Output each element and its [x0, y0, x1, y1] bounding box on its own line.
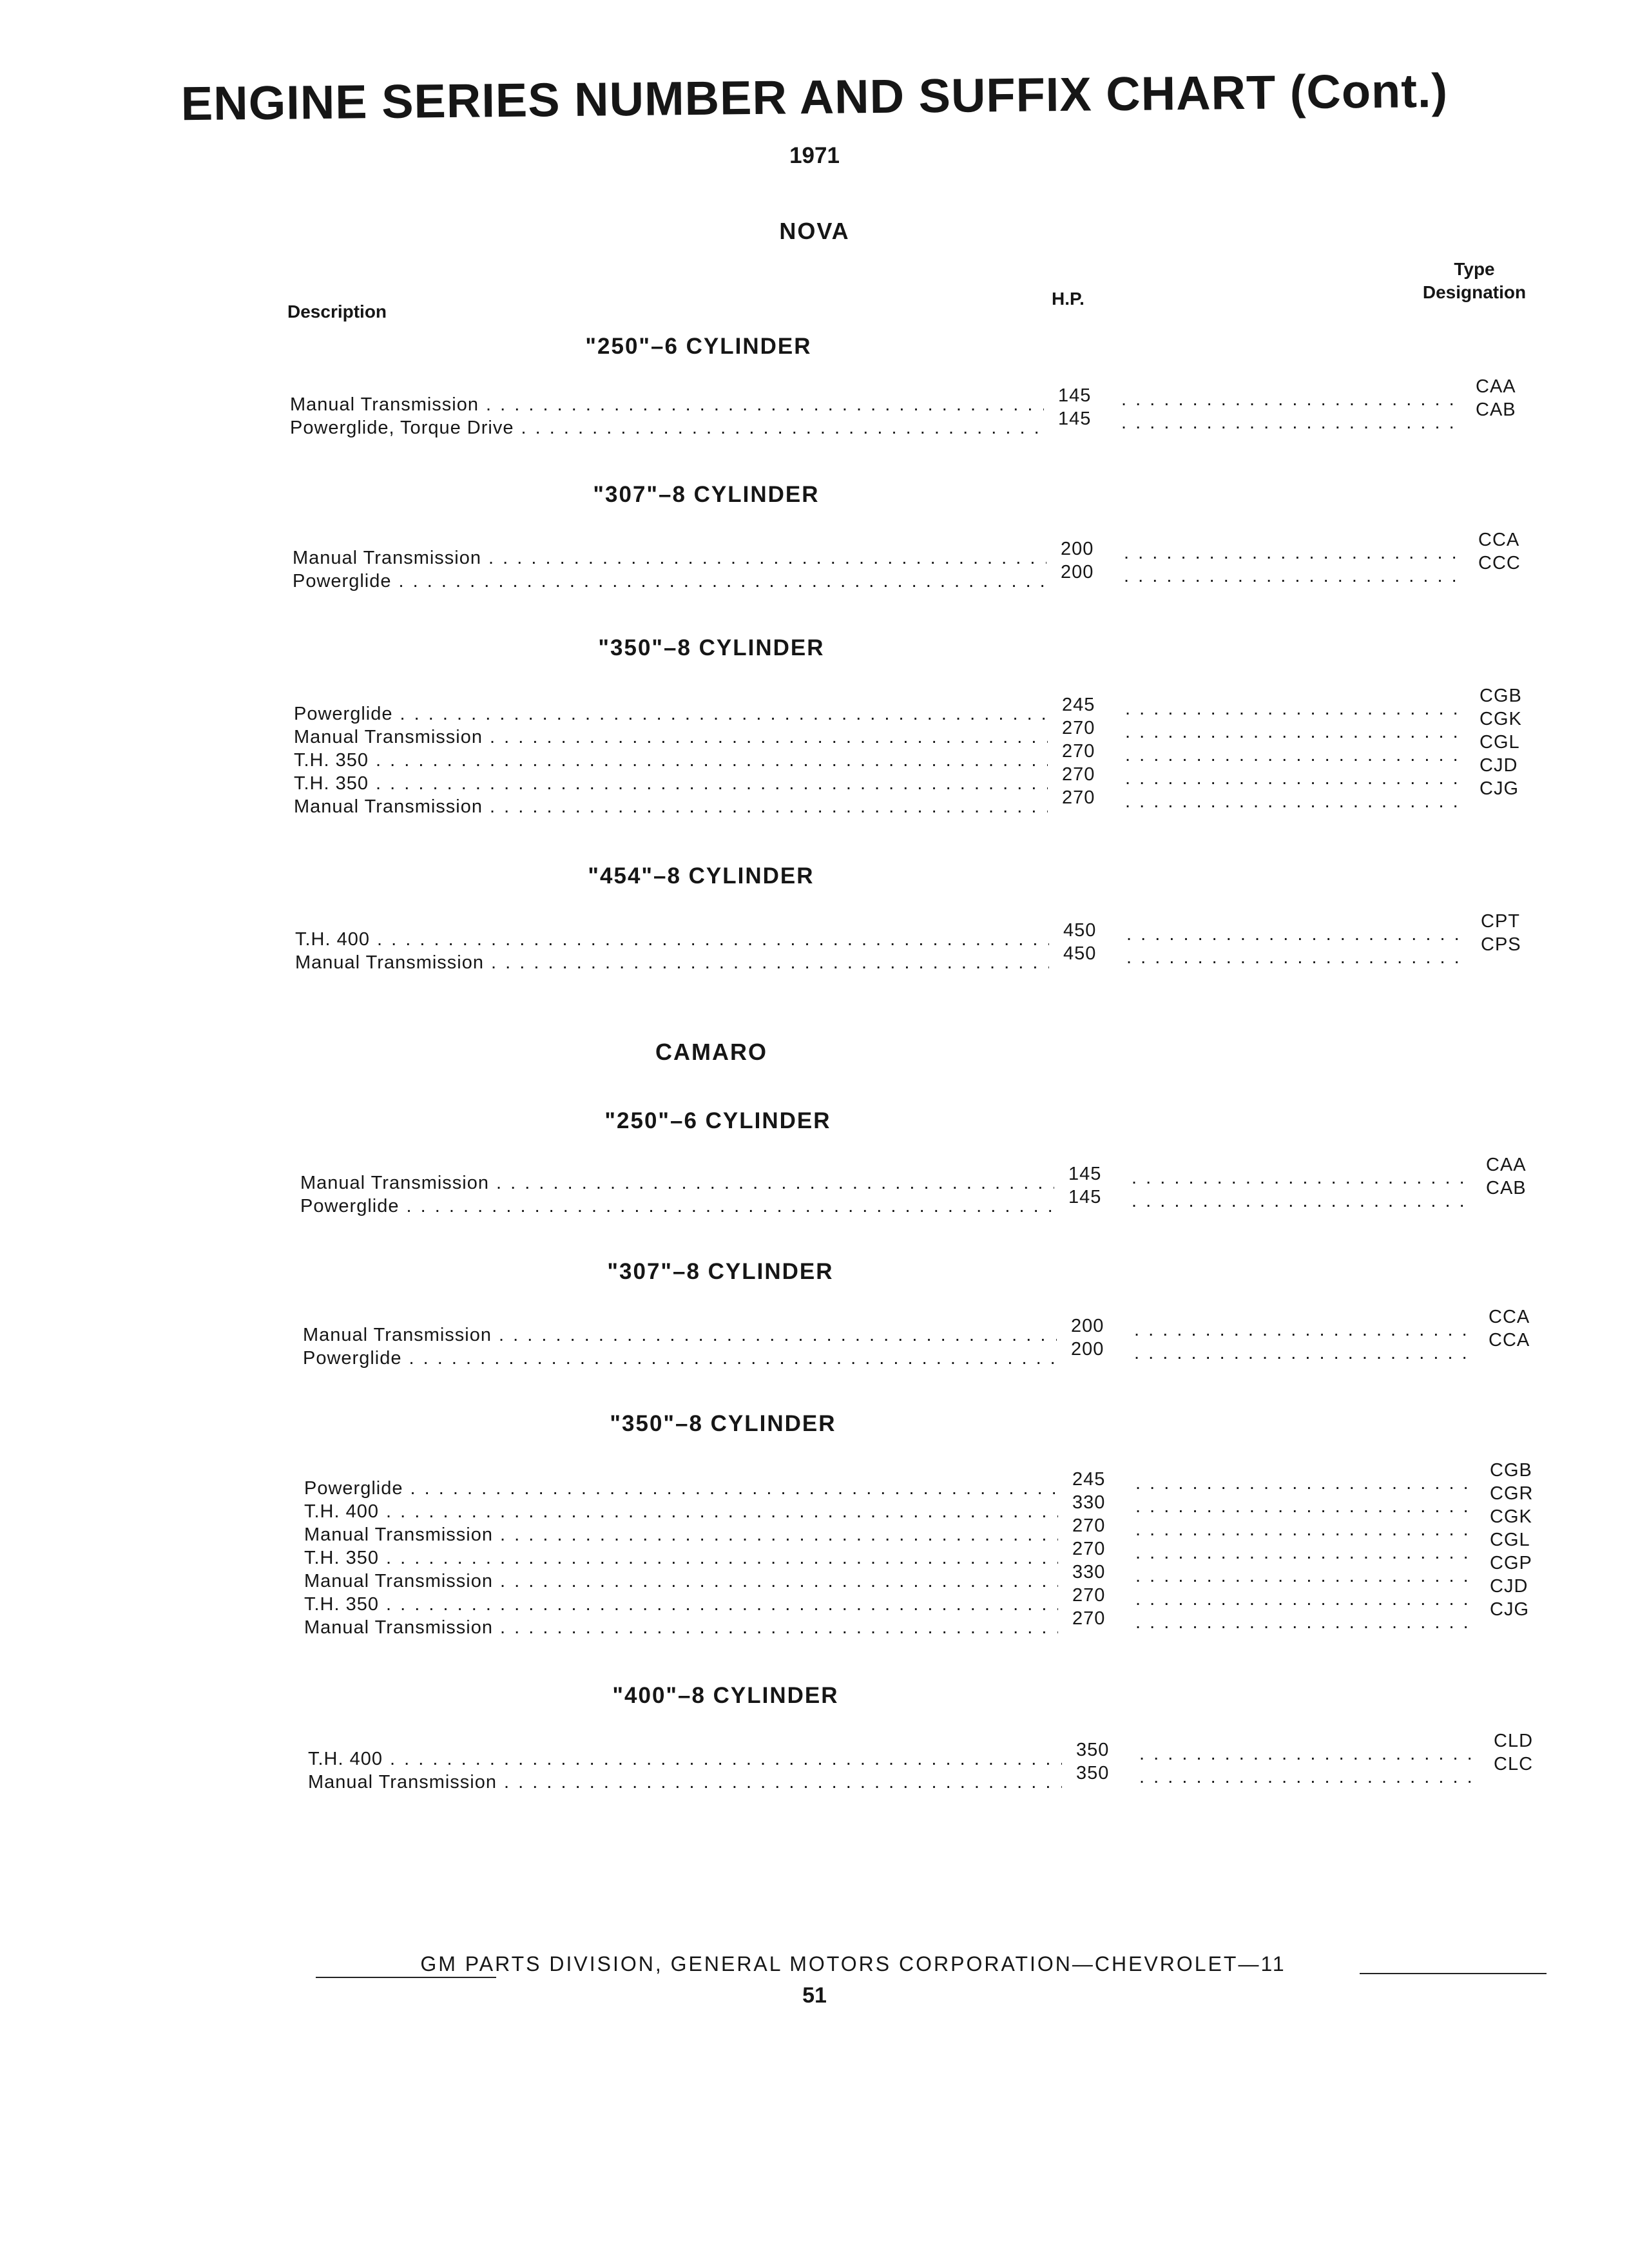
dot-leader	[1135, 1495, 1470, 1518]
dot-leader	[1125, 790, 1460, 813]
row-type: CGK	[1490, 1506, 1532, 1527]
row-description: Manual Transmission . . .	[308, 1771, 1062, 1794]
dot-leader	[1132, 1166, 1467, 1189]
row-type: CGB	[1480, 686, 1522, 706]
section-heading-camaro: CAMARO	[655, 1039, 767, 1065]
row-type: CAB	[1476, 399, 1516, 420]
row-description: Powerglide . . .	[303, 1347, 1057, 1370]
row-type: CCA	[1478, 530, 1520, 550]
column-header-type-designation	[1403, 258, 1545, 304]
row-hp: 270	[1062, 741, 1095, 762]
row-hp: 330	[1072, 1492, 1106, 1513]
dot-leader	[1135, 1564, 1470, 1588]
engine-heading: "307"–8 CYLINDER	[607, 1259, 834, 1284]
row-hp: 270	[1062, 764, 1095, 785]
row-hp: 270	[1072, 1515, 1106, 1536]
row-description: Manual Transmission . . .	[304, 1570, 1058, 1593]
row-hp: 200	[1071, 1339, 1104, 1360]
row-description: Manual Transmission . . .	[304, 1523, 1058, 1546]
row-type: CGL	[1490, 1530, 1530, 1550]
row-description: T.H. 400 . . .	[295, 928, 1049, 951]
dot-leader	[1135, 1541, 1470, 1564]
row-type: CCA	[1489, 1307, 1530, 1327]
row-hp: 330	[1072, 1562, 1106, 1582]
row-description: Powerglide . . .	[300, 1195, 1054, 1218]
row-description: Powerglide . . .	[304, 1477, 1058, 1500]
row-type: CGP	[1490, 1553, 1532, 1573]
footer-text: GM PARTS DIVISION, GENERAL MOTORS CORPORATION—CHEVROLET—11	[420, 1952, 1286, 1975]
dot-leader	[1139, 1765, 1474, 1789]
row-hp: 270	[1072, 1608, 1106, 1629]
engine-heading: "400"–8 CYLINDER	[612, 1683, 839, 1708]
row-type: CAA	[1476, 376, 1516, 397]
row-hp: 200	[1061, 539, 1094, 559]
row-type: CJD	[1490, 1576, 1528, 1597]
row-hp: 350	[1076, 1763, 1110, 1783]
row-hp: 270	[1072, 1585, 1106, 1606]
row-description: Powerglide, Torque Drive . . .	[290, 416, 1044, 439]
row-description: T.H. 350 . . .	[304, 1546, 1058, 1570]
row-type: CAA	[1486, 1155, 1527, 1175]
row-type: CGL	[1480, 732, 1520, 753]
section-heading-nova: NOVA	[779, 218, 850, 244]
dot-leader	[1135, 1611, 1470, 1634]
row-description: Powerglide . . .	[293, 570, 1046, 593]
engine-heading: "350"–8 CYLINDER	[598, 635, 825, 660]
row-hp: 145	[1058, 408, 1092, 429]
dot-leader	[1125, 697, 1460, 720]
row-description: Manual Transmission . . .	[290, 393, 1044, 416]
row-hp: 270	[1062, 718, 1095, 738]
page-number: 51	[802, 1983, 827, 2008]
row-type: CLD	[1494, 1731, 1534, 1751]
dot-leader	[1121, 388, 1456, 411]
engine-heading: "250"–6 CYLINDER	[585, 334, 812, 359]
row-hp: 145	[1068, 1187, 1102, 1207]
column-header-hp: H.P.	[1052, 289, 1084, 309]
row-type: CCC	[1478, 553, 1521, 573]
row-description: T.H. 350 . . .	[304, 1593, 1058, 1616]
row-type: CAB	[1486, 1178, 1527, 1198]
dot-leader	[1126, 946, 1461, 969]
footer-rule-left	[316, 1977, 496, 1978]
column-header-description: Description	[287, 302, 387, 322]
row-hp: 450	[1063, 920, 1097, 941]
dot-leader	[1135, 1472, 1470, 1495]
page-title: ENGINE SERIES NUMBER AND SUFFIX CHART (Cont.)	[180, 63, 1449, 131]
row-type: CJG	[1480, 778, 1519, 799]
row-description: Manual Transmission . . .	[294, 726, 1048, 749]
dot-leader	[1134, 1341, 1469, 1365]
dot-leader	[1121, 411, 1456, 434]
row-description: Manual Transmission . . .	[300, 1171, 1054, 1195]
row-description: Powerglide . . .	[294, 702, 1048, 726]
row-hp: 200	[1061, 562, 1094, 582]
row-description: Manual Transmission . . .	[295, 951, 1049, 974]
row-hp: 145	[1058, 385, 1092, 406]
year-heading: 1971	[789, 143, 840, 168]
engine-heading: "350"–8 CYLINDER	[610, 1411, 836, 1436]
row-hp: 270	[1072, 1539, 1106, 1559]
type-header-line1: Type	[1454, 259, 1495, 279]
dot-leader	[1135, 1588, 1470, 1611]
row-hp: 145	[1068, 1164, 1102, 1184]
row-type: CCA	[1489, 1330, 1530, 1350]
row-description: T.H. 350 . . .	[294, 772, 1048, 795]
row-type: CPS	[1481, 934, 1521, 955]
row-hp: 245	[1072, 1469, 1106, 1490]
dot-leader	[1125, 720, 1460, 744]
dot-leader	[1125, 767, 1460, 790]
engine-heading: "454"–8 CYLINDER	[588, 863, 815, 889]
row-type: CLC	[1494, 1754, 1534, 1774]
row-hp: 270	[1062, 787, 1095, 808]
row-description: T.H. 350 . . .	[294, 749, 1048, 772]
row-hp: 200	[1071, 1316, 1104, 1336]
dot-leader	[1124, 564, 1459, 588]
row-hp: 450	[1063, 943, 1097, 964]
row-description: Manual Transmission . . .	[304, 1616, 1058, 1639]
row-description: Manual Transmission . . .	[303, 1323, 1057, 1347]
engine-heading: "250"–6 CYLINDER	[604, 1108, 831, 1133]
type-header-line2: Designation	[1422, 282, 1527, 302]
dot-leader	[1134, 1318, 1469, 1341]
row-description: T.H. 400 . . .	[308, 1747, 1062, 1771]
row-type: CGB	[1490, 1460, 1532, 1481]
row-type: CGK	[1480, 709, 1522, 729]
row-hp: 350	[1076, 1740, 1110, 1760]
dot-leader	[1125, 744, 1460, 767]
engine-heading: "307"–8 CYLINDER	[593, 482, 820, 507]
row-hp: 245	[1062, 695, 1095, 715]
dot-leader	[1124, 541, 1459, 564]
dot-leader	[1139, 1742, 1474, 1765]
row-description: Manual Transmission . . .	[293, 546, 1046, 570]
row-type: CPT	[1481, 911, 1520, 932]
row-type: CJD	[1480, 755, 1518, 776]
dot-leader	[1132, 1189, 1467, 1213]
row-type: CGR	[1490, 1483, 1534, 1504]
row-description: T.H. 400 . . .	[304, 1500, 1058, 1523]
row-type: CJG	[1490, 1599, 1529, 1620]
dot-leader	[1126, 923, 1461, 946]
dot-leader	[1135, 1518, 1470, 1541]
row-description: Manual Transmission . . .	[294, 795, 1048, 818]
